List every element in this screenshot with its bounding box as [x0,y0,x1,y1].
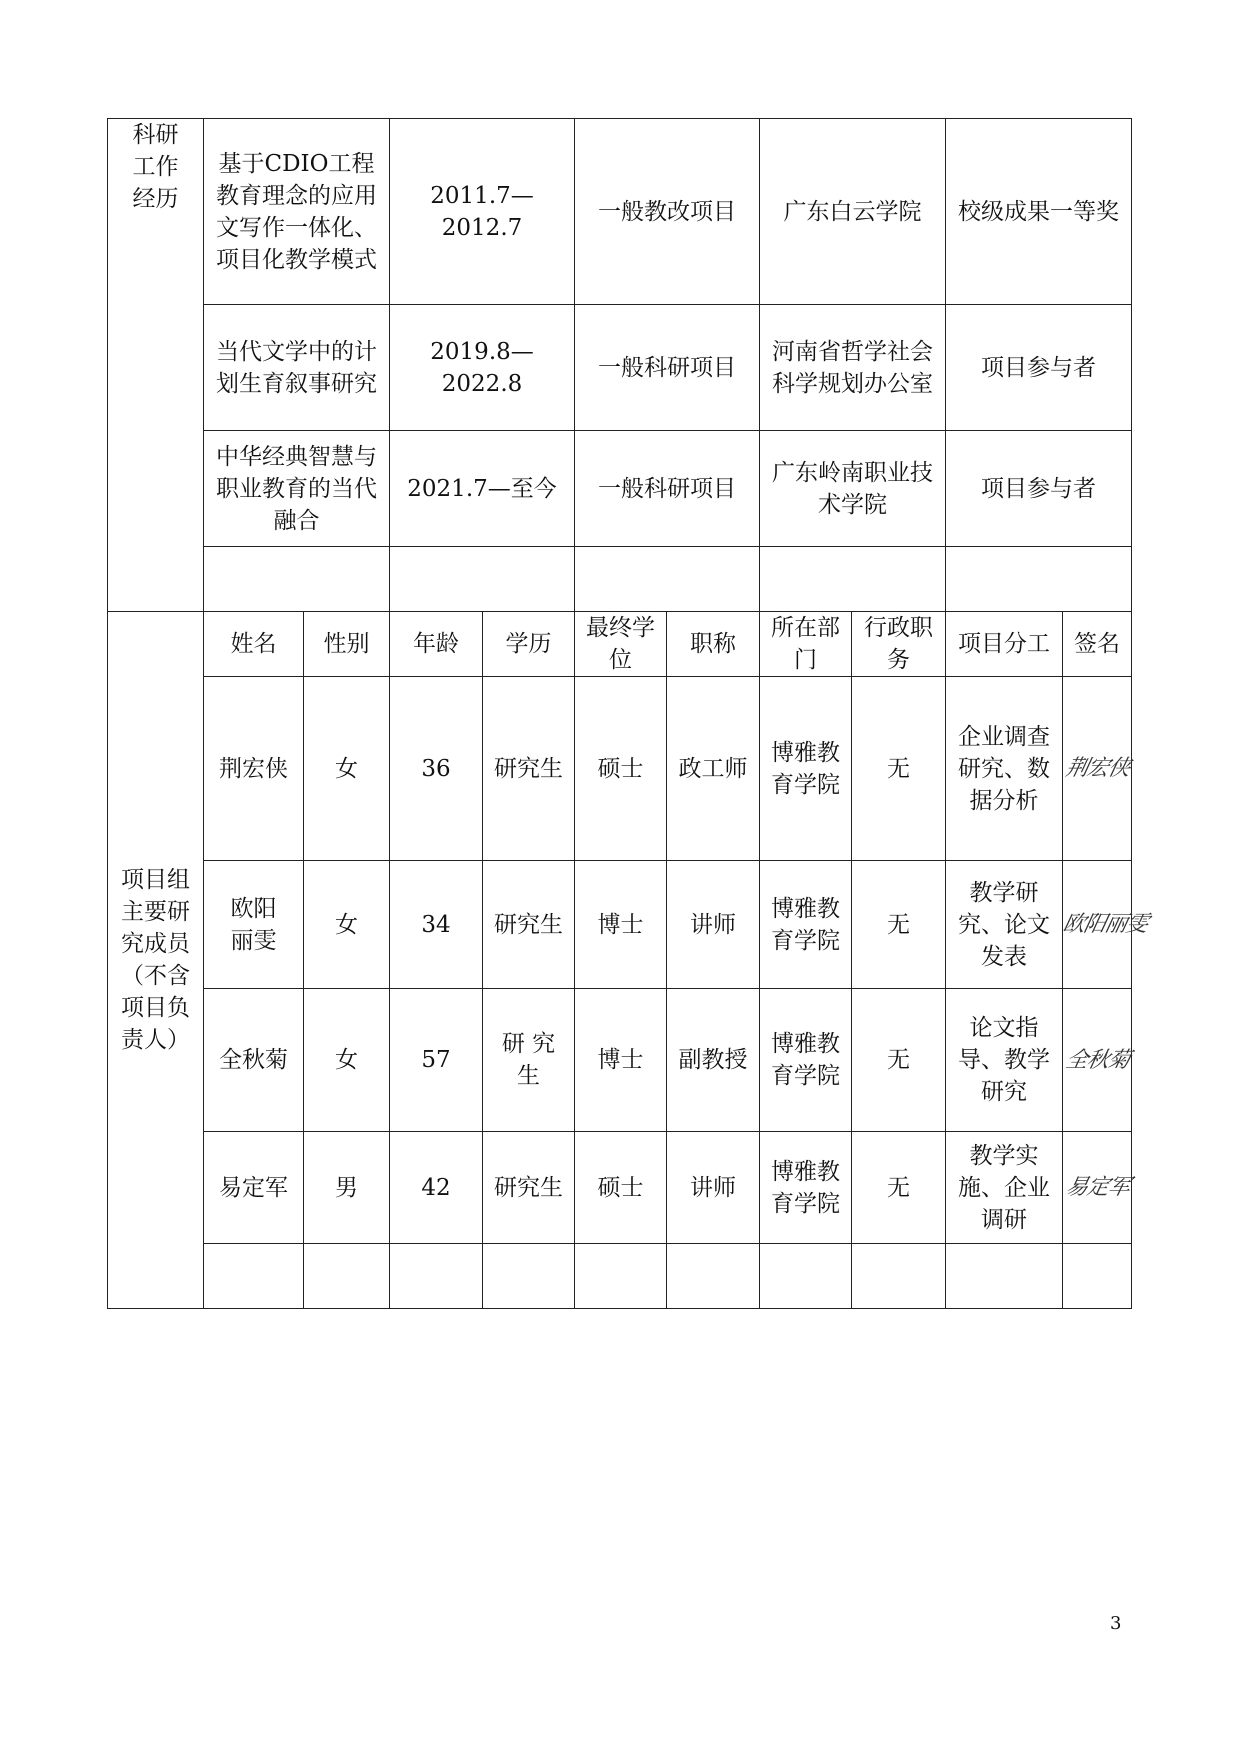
empty-cell [204,1244,304,1309]
member-admin-position [852,989,946,1132]
research-result-cell [946,305,1132,431]
member-row [108,1132,1132,1244]
research-type-cell [575,431,760,547]
research-type-text: 一般科研项目 [598,475,737,502]
member-education-text: 研究生 [494,1174,564,1201]
member-role [946,861,1063,989]
research-type-cell [575,547,760,612]
header-age [390,612,483,677]
research-project-cell [204,119,390,305]
header-department [760,612,852,677]
member-gender-text: 女 [335,755,358,782]
research-source-text: 广东白云学院 [783,198,922,225]
member-name-text: 易定军 [219,1174,288,1201]
member-name [204,989,304,1132]
members-section-label-text: 项目组主要研究成员（不含项目负责人） [121,867,190,1053]
member-education [483,1132,575,1244]
research-source-text: 河南省哲学社会科学规划办公室 [772,338,934,397]
member-signature [1063,989,1132,1132]
member-gender [304,989,390,1132]
research-period-cell [390,119,575,305]
member-row [108,677,1132,861]
research-row-empty [108,547,1132,612]
empty-cell [946,1244,1063,1309]
research-period-text: 2011.7— 2012.7 [430,182,534,241]
member-row [108,989,1132,1132]
research-project-text: 中华经典智慧与职业教育的当代融合 [216,443,377,534]
research-period-text: 2019.8— 2022.8 [430,338,534,397]
member-age-text: 34 [421,911,451,938]
header-title-text: 职称 [690,631,737,657]
member-role [946,1132,1063,1244]
member-degree [575,861,667,989]
header-gender-text: 性别 [323,631,370,657]
research-project-cell [204,431,390,547]
header-age-text: 年龄 [413,631,460,657]
header-admin-position [852,612,946,677]
member-age-text: 42 [421,1174,451,1201]
research-project-cell [204,547,390,612]
member-signature [1060,861,1150,989]
member-admin-position [852,677,946,861]
application-form-table [107,118,1150,1309]
member-degree-text: 博士 [597,911,644,938]
members-section-label [108,612,204,1309]
header-signature [1063,612,1132,677]
header-gender [304,612,390,677]
research-period-cell [390,305,575,431]
member-department-text: 博雅教育学院 [771,1031,841,1089]
member-admin-position [852,861,946,989]
member-degree-text: 博士 [597,1047,644,1073]
member-title-text: 副教授 [678,1047,748,1073]
handwritten-signature: 全秋菊 [1062,1047,1132,1073]
member-education [483,861,575,989]
research-row [108,119,1132,305]
member-title [667,1132,760,1244]
header-degree [575,612,667,677]
member-education [483,677,575,861]
member-degree-text: 硕士 [597,755,644,782]
member-department-text: 博雅教育学院 [771,739,841,798]
research-section-label [108,119,204,612]
member-row [108,861,1132,989]
research-result-cell [946,547,1132,612]
member-admin-position-text: 无 [887,911,911,938]
research-result-cell [946,119,1132,305]
research-period-text: 2021.7—至今 [407,475,557,502]
member-admin-position-text: 无 [887,1174,911,1201]
member-education-text: 研究生 [494,911,564,938]
research-source-cell [760,305,946,431]
member-degree [575,1132,667,1244]
member-age-text: 57 [421,1047,451,1073]
header-name-text: 姓名 [230,631,277,657]
member-department [760,989,852,1132]
member-gender-text: 女 [335,911,358,938]
empty-cell [483,1244,575,1309]
research-section-label-text: 科研 工作 经历 [132,122,179,212]
member-education-text: 研 究 生 [501,1031,556,1089]
handwritten-signature: 易定军 [1062,1175,1132,1200]
member-age [390,989,483,1132]
research-period-cell [390,547,575,612]
member-title [667,861,760,989]
research-source-cell [760,431,946,547]
member-gender [304,677,390,861]
handwritten-signature: 欧阳丽雯 [1060,912,1150,937]
research-source-text: 广东岭南职业技术学院 [772,459,934,518]
member-age [390,861,483,989]
member-education-text: 研究生 [494,755,564,782]
research-result-text: 校级成果一等奖 [958,198,1120,225]
research-period-cell [390,431,575,547]
member-role [946,677,1063,861]
member-degree-text: 硕士 [597,1174,644,1201]
empty-cell [575,1244,667,1309]
research-type-cell [575,119,760,305]
empty-cell [304,1244,390,1309]
empty-cell [667,1244,760,1309]
header-title [667,612,760,677]
research-project-cell [204,305,390,431]
member-name-text: 荆宏侠 [219,755,288,782]
member-department [760,677,852,861]
empty-cell [852,1244,946,1309]
empty-cell [760,1244,852,1309]
member-name-text: 全秋菊 [219,1047,288,1073]
member-signature [1063,677,1132,861]
member-role-text: 企业调查研究、数据分析 [958,723,1051,814]
research-project-text: 基于CDIO工程教育理念的应用文写作一体化、项目化教学模式 [216,150,377,273]
research-type-cell [575,305,760,431]
member-role-text: 教学研究、论文发表 [958,879,1051,970]
research-source-cell [760,547,946,612]
research-row [108,431,1132,547]
page-number: 3 [1110,1613,1122,1634]
member-title-text: 讲师 [690,911,737,938]
member-age [390,1132,483,1244]
header-signature-text: 签名 [1074,631,1121,657]
member-age-text: 36 [421,755,451,782]
member-name [204,1132,304,1244]
member-degree [575,989,667,1132]
research-row [108,305,1132,431]
member-role-text: 教学实施、企业调研 [958,1142,1051,1233]
member-department [760,861,852,989]
header-department-text: 所在部门 [771,615,841,673]
member-admin-position [852,1132,946,1244]
member-title [667,677,760,861]
research-result-text: 项目参与者 [981,475,1097,502]
member-department [760,1132,852,1244]
research-type-text: 一般教改项目 [598,198,737,225]
member-gender-text: 女 [335,1047,358,1073]
member-gender [304,1132,390,1244]
member-name [204,861,304,989]
members-header-row [108,612,1132,677]
member-gender-text: 男 [335,1174,358,1201]
research-result-cell [946,431,1132,547]
member-admin-position-text: 无 [887,755,911,782]
member-age [390,677,483,861]
member-department-text: 博雅教育学院 [771,1158,841,1217]
research-source-cell [760,119,946,305]
member-role-text: 论文指导、教学研究 [958,1015,1051,1105]
empty-cell [1063,1244,1132,1309]
research-type-text: 一般科研项目 [598,354,737,381]
member-role [946,989,1063,1132]
member-signature [1063,1132,1132,1244]
empty-cell [390,1244,483,1309]
member-admin-position-text: 无 [887,1047,911,1073]
member-title-text: 政工师 [678,755,748,782]
member-degree [575,677,667,861]
member-name [204,677,304,861]
member-education [483,989,575,1132]
handwritten-signature: 荆宏侠 [1062,756,1132,781]
research-project-text: 当代文学中的计划生育叙事研究 [216,338,377,397]
header-education-text: 学历 [505,631,552,657]
header-role [946,612,1063,677]
header-degree-text: 最终学位 [586,615,656,673]
research-result-text: 项目参与者 [981,354,1097,381]
header-role-text: 项目分工 [958,631,1051,657]
member-title [667,989,760,1132]
header-name [204,612,304,677]
header-admin-position-text: 行政职务 [864,615,934,673]
member-gender [304,861,390,989]
header-education [483,612,575,677]
member-row-empty [108,1244,1132,1309]
member-title-text: 讲师 [690,1174,737,1201]
member-department-text: 博雅教育学院 [771,895,841,954]
member-name-text: 欧阳 丽雯 [230,895,277,954]
